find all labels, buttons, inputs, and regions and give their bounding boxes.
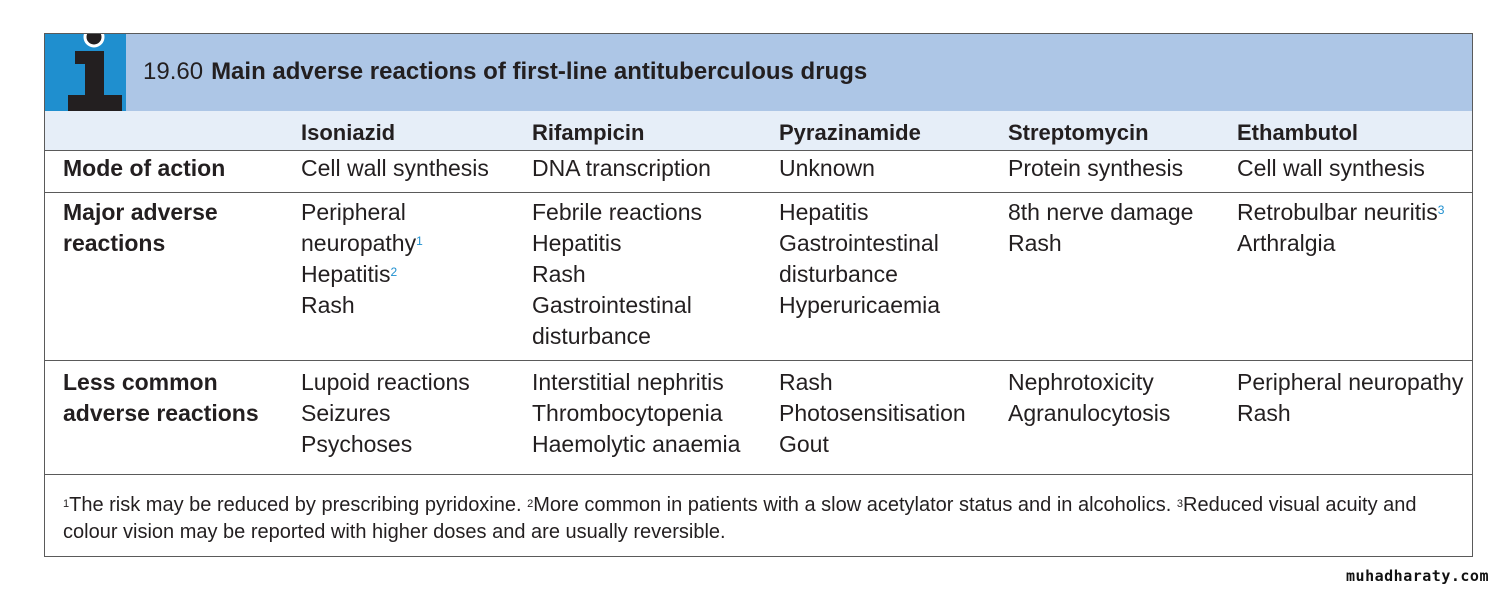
table-cell <box>1237 197 1444 259</box>
row-label-line: Less common <box>63 369 218 395</box>
cell-text: Hepatitis <box>301 261 391 287</box>
table-cell <box>301 153 489 184</box>
cell-line <box>779 398 966 429</box>
cell-text: Rash <box>1237 400 1291 426</box>
cell-line <box>1008 228 1193 259</box>
cell-line <box>301 197 423 228</box>
table-cell <box>532 153 711 184</box>
footnote-text: More common in patients with a slow acetylator status and in alcoholics. <box>533 494 1177 516</box>
cell-text: Hepatitis <box>532 230 622 256</box>
table-title <box>143 58 867 86</box>
row-label-line: Major adverse <box>63 199 218 225</box>
table-cell <box>779 153 875 184</box>
row-label <box>63 367 259 429</box>
footnote-number: 1 <box>63 498 70 510</box>
cell-text: Gastrointestinal <box>779 230 939 256</box>
cell-line <box>1237 367 1463 398</box>
cell-line <box>1237 197 1444 228</box>
cell-line <box>779 153 875 184</box>
row-label-line: adverse reactions <box>63 400 259 426</box>
info-icon <box>45 34 126 111</box>
table-cell <box>1008 367 1170 429</box>
cell-line <box>532 398 740 429</box>
table-cell <box>1008 197 1193 259</box>
column-header-rifampicin: Rifampicin <box>532 120 645 145</box>
row-divider <box>45 360 1472 361</box>
cell-line <box>301 398 470 429</box>
cell-line <box>779 228 940 259</box>
cell-text: Rash <box>1008 230 1062 256</box>
cell-text: Rash <box>779 369 833 395</box>
cell-text: Hyperuricaemia <box>779 292 941 318</box>
table-cell <box>1237 367 1463 429</box>
cell-line <box>532 321 702 352</box>
footnote-marker: 1 <box>416 234 423 248</box>
table-number: 19.60 <box>143 58 204 85</box>
cell-text: Nephrotoxicity <box>1008 369 1154 395</box>
cell-line <box>779 290 940 321</box>
footnote-marker: 3 <box>1437 203 1445 217</box>
cell-text: Thrombocytopenia <box>532 400 723 426</box>
cell-line <box>301 228 423 259</box>
column-header-pyrazinamide: Pyrazinamide <box>779 120 921 145</box>
cell-line <box>1008 153 1183 184</box>
adverse-reactions-table-box <box>44 33 1473 557</box>
cell-text: Peripheral neuropathy <box>1237 369 1464 395</box>
cell-line <box>779 197 940 228</box>
cell-line <box>301 153 489 184</box>
table-cell <box>779 367 966 460</box>
cell-text: Protein synthesis <box>1008 155 1184 181</box>
row-label <box>63 153 225 184</box>
cell-text: Lupoid reactions <box>301 369 470 395</box>
cell-line <box>532 259 702 290</box>
cell-line <box>1008 197 1193 228</box>
cell-text: disturbance <box>532 323 651 349</box>
cell-line <box>532 197 702 228</box>
cell-text: Unknown <box>779 155 875 181</box>
cell-line <box>532 290 702 321</box>
footnote-number: 2 <box>527 498 534 510</box>
cell-text: Interstitial nephritis <box>532 369 724 395</box>
table-cell <box>779 197 940 321</box>
cell-text: Psychoses <box>301 431 413 457</box>
cell-text: Peripheral <box>301 199 406 225</box>
cell-line <box>1008 398 1170 429</box>
cell-text: Hepatitis <box>779 199 869 225</box>
footnote-number: 3 <box>1176 498 1184 510</box>
cell-text: Haemolytic anaemia <box>532 431 741 457</box>
cell-line <box>1237 398 1463 429</box>
table-cell <box>532 367 740 460</box>
cell-line <box>779 429 966 460</box>
footnote-text: The risk may be reduced by prescribing pyridoxine. <box>69 494 528 516</box>
table-cell <box>301 197 423 321</box>
cell-text: Rash <box>532 261 586 287</box>
cell-text: 8th nerve damage <box>1008 199 1194 225</box>
row-divider <box>45 192 1472 193</box>
cell-line <box>532 153 711 184</box>
column-header-ethambutol: Ethambutol <box>1237 120 1358 145</box>
cell-text: neuropathy <box>301 230 417 256</box>
footnote <box>63 492 1458 546</box>
cell-text: Febrile reactions <box>532 199 703 225</box>
cell-line <box>1237 153 1425 184</box>
column-header-isoniazid: Isoniazid <box>301 120 396 145</box>
table-cell <box>1008 153 1183 184</box>
cell-line <box>532 429 740 460</box>
cell-text: Agranulocytosis <box>1008 400 1171 426</box>
cell-text: Cell wall synthesis <box>301 155 489 181</box>
cell-line <box>779 367 966 398</box>
cell-line <box>1008 367 1170 398</box>
cell-text: Photosensitisation <box>779 400 966 426</box>
cell-text: DNA transcription <box>532 155 711 181</box>
watermark: muhadharaty.com <box>1346 567 1489 585</box>
cell-line <box>301 367 470 398</box>
cell-text: Seizures <box>301 400 391 426</box>
cell-line <box>301 429 470 460</box>
cell-text: Gastrointestinal <box>532 292 692 318</box>
cell-text: Gout <box>779 431 829 457</box>
cell-text: Retrobulbar neuritis <box>1237 199 1438 225</box>
table-cell <box>301 367 470 460</box>
row-label-line: Mode of action <box>63 155 226 181</box>
table-title-text: Main adverse reactions of first-line antituberculous drugs <box>211 58 868 85</box>
column-header-streptomycin: Streptomycin <box>1008 120 1149 145</box>
cell-text: Rash <box>301 292 355 318</box>
row-label <box>63 197 218 259</box>
footnote-text: Reduced visual acuity and colour vision may be reported with higher doses and are usually reversible. <box>63 494 1417 543</box>
row-label-line: reactions <box>63 230 166 256</box>
footnote-marker: 2 <box>390 265 398 279</box>
cell-line <box>779 259 940 290</box>
footnote-divider <box>45 474 1472 475</box>
info-badge <box>45 34 126 111</box>
cell-text: Arthralgia <box>1237 230 1336 256</box>
cell-text: Cell wall synthesis <box>1237 155 1425 181</box>
cell-line <box>532 228 702 259</box>
cell-line <box>301 259 423 290</box>
title-bar <box>45 34 1472 111</box>
cell-text: disturbance <box>779 261 898 287</box>
table-cell <box>532 197 702 352</box>
cell-line <box>301 290 423 321</box>
table-cell <box>1237 153 1425 184</box>
cell-line <box>1237 228 1444 259</box>
cell-line <box>532 367 740 398</box>
